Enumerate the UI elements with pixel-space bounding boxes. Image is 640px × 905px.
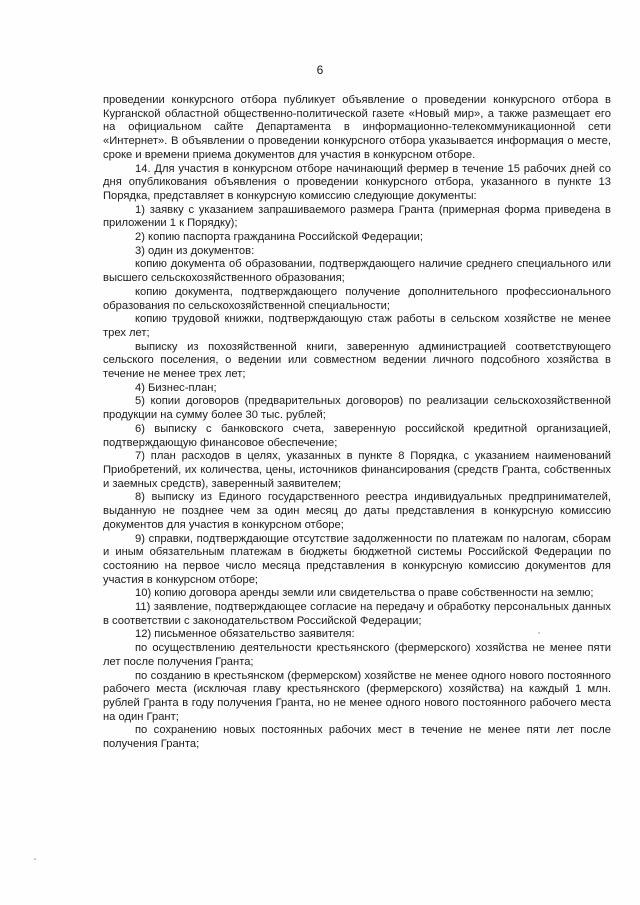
paragraph: проведении конкурсного отбора публикует объявление о проведении конкурсного отбора в Курганской областной общественно-политической газете «Новый мир», а также размещает его на официальном сайте Департамента в информационно-телекоммуникационной сети «Интернет». В объявлении о проведении конкурсного отбора указывается информация о месте, сроке и времени приема документов для участия в конкурсном отборе. <box>103 94 611 161</box>
paragraph: 7) план расходов в целях, указанных в пункте 8 Порядка, с указанием наименований Приобретений, их количества, цены, источников финансирования (средств Гранта, собственных и заемных средств), заверенный заявителем; <box>103 450 611 490</box>
paragraph: копию трудовой книжки, подтверждающую стаж работы в сельском хозяйстве не менее трех лет; <box>103 313 611 339</box>
paragraph: по созданию в крестьянском (фермерском) хозяйстве не менее одного нового постоянного рабочего места (исключая главу крестьянского (фермерского) хозяйства) на каждый 1 млн. рублей Гранта в году получения Гранта, но не менее одного нового постоянного рабочего места на один Грант; <box>103 669 611 723</box>
page-number: 6 <box>316 63 324 77</box>
scan-speck <box>34 858 36 860</box>
paragraph: копию документа, подтверждающего получение дополнительного профессионального образования по сельскохозяйственной специальности; <box>103 285 611 312</box>
paragraph: 8) выписку из Единого государственного реестра индивидуальных предпринимателей, выданную не позднее чем за один месяц до даты представления в конкурсную комиссию документов для участия в конкурсном отборе; <box>103 491 611 531</box>
paragraph: 2) копию паспорта гражданина Российской Федерации; <box>135 231 424 244</box>
paragraph: 3) один из документов: <box>135 244 255 257</box>
paragraph: 6) выписку с банковского счета, заверенную российской кредитной организацией, подтверждающую финансовое обеспечение; <box>103 422 611 449</box>
paragraph: по осуществлению деятельности крестьянского (фермерского) хозяйства не менее пяти лет после получения Гранта; <box>103 642 611 668</box>
paragraph: по сохранению новых постоянных рабочих мест в течение не менее пяти лет после получения Гранта; <box>103 724 611 751</box>
paragraph: 4) Бизнес-план; <box>135 381 217 394</box>
paragraph: 9) справки, подтверждающие отсутствие задолженности по платежам по налогам, сборам и иным обязательным платежам в бюджеты бюджетной системы Российской Федерации по состоянию на первое число месяца представления в конкурсную комиссию документов для участия в конкурсном отборе; <box>103 532 611 586</box>
paragraph: 10) копию договора аренды земли или свидетельства о праве собственности на землю; <box>135 587 594 600</box>
document-body <box>103 94 611 752</box>
paragraph: 11) заявление, подтверждающее согласие на передачу и обработку персональных данных в соответствии с законодательством Российской Федерации; <box>103 601 611 627</box>
paragraph: 1) заявку с указанием запрашиваемого размера Гранта (примерная форма приведена в приложении 1 к Порядку); <box>103 203 611 230</box>
paragraph: 14. Для участия в конкурсном отборе начинающий фермер в течение 15 рабочих дней со дня опубликования объявления о проведении конкурсного отбора, указанного в пункте 13 Порядка, представляет в конкурсную комиссию следующие документы: <box>103 162 611 202</box>
paragraph: 5) копии договоров (предварительных договоров) по реализации сельскохозяйственной продукции на сумму более 30 тыс. рублей; <box>103 395 611 422</box>
paragraph: 12) письменное обязательство заявителя: <box>135 628 355 641</box>
paragraph: выписку из похозяйственной книги, заверенную администрацией соответствующего сельского поселения, о ведении или совместном ведении личного подсобного хозяйства в течение не менее трех лет; <box>103 340 611 381</box>
paragraph: копию документа об образовании, подтверждающего наличие среднего специального или высшего сельскохозяйственного образования; <box>103 258 611 285</box>
scan-speck <box>538 632 540 634</box>
